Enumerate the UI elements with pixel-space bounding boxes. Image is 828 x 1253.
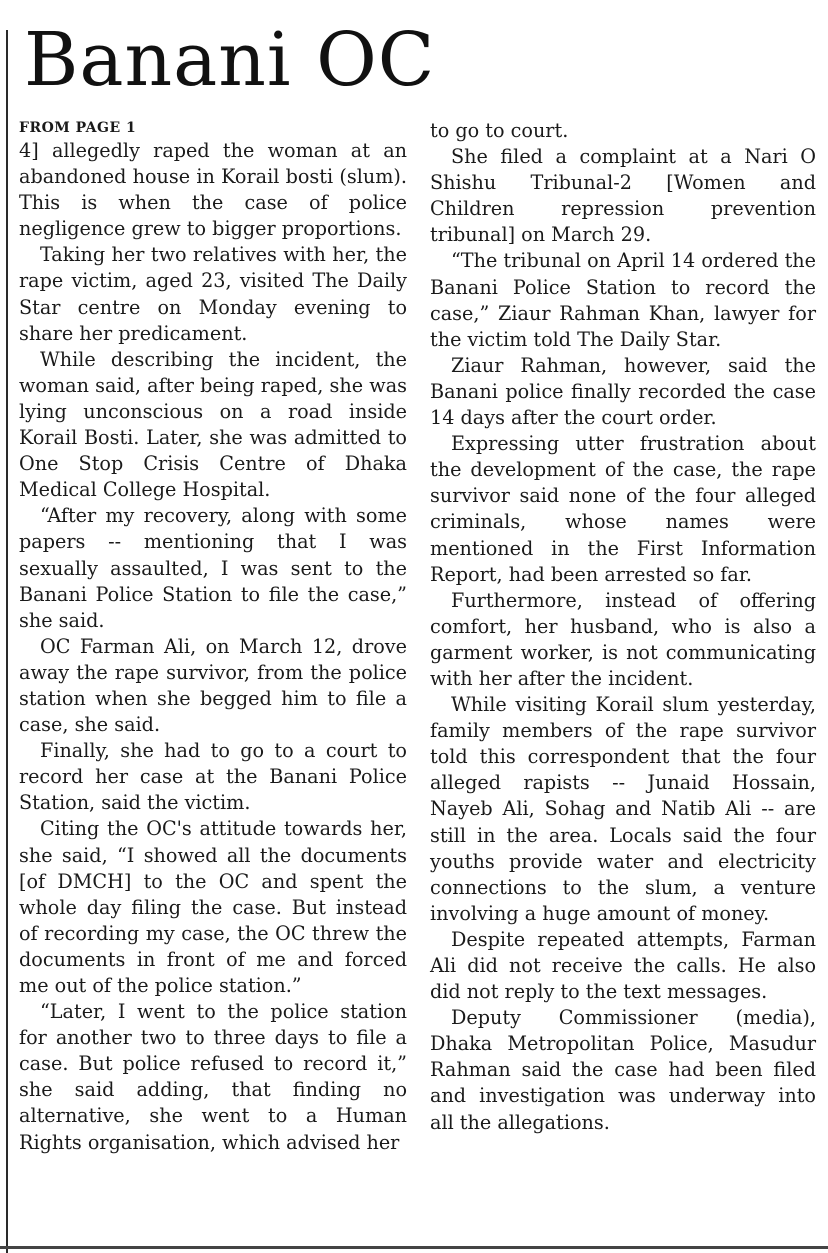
paragraph: “The tribunal on April 14 ordered the Banani Police Station to record the case,” Ziaur Rahman Khan, lawyer for the victim told The Daily Star. <box>430 249 817 351</box>
paragraph: Furthermore, instead of offering comfort, her husband, who is also a garment worker, is not communicating with her after the incident. <box>430 588 816 690</box>
paragraph: Deputy Commissioner (media), Dhaka Metropolitan Police, Masudur Rahman said the case had been filed and investigation was underway into all the allegations. <box>430 1006 816 1134</box>
article-column-left <box>19 118 407 1156</box>
paragraph: Finally, she had to go to a court to record her case at the Banani Police Station, said the victim. <box>19 739 407 815</box>
kicker-from-page: FROM PAGE 1 <box>19 120 137 136</box>
paragraph: While describing the incident, the woman said, after being raped, she was lying unconscious on a road inside Korail Bosti. Later, she was admitted to One Stop Crisis Centre of Dhaka Medical College Hospital. <box>19 347 407 502</box>
headline: Banani OC <box>24 17 436 103</box>
paragraph: to go to court. <box>430 119 569 142</box>
paragraph: While visiting Korail slum yesterday, family members of the rape survivor told this correspondent that the four alleged rapists -- Junaid Hossain, Nayeb Ali, Sohag and Natib Ali -- are still in the area. Locals said the four youths provide water and electricity connections to the slum, a venture involving a huge amount of money. <box>430 693 816 925</box>
column-rule-left <box>6 30 8 1253</box>
paragraph: “Later, I went to the police station for another two to three days to file a case. But police refused to record it,” she said adding, that finding no alternative, she went to a Human Rights organisation, which advised her <box>19 1000 407 1154</box>
paragraph: Taking her two relatives with her, the rape victim, aged 23, visited The Daily Star centre on Monday evening to share her predicament. <box>19 243 407 345</box>
paragraph: Expressing utter frustration about the development of the case, the rape survivor said none of the four alleged criminals, whose names were mentioned in the First Information Report, had been arrested so far. <box>430 432 816 586</box>
paragraph: She filed a complaint at a Nari O Shishu Tribunal-2 [Women and Children repression prevention tribunal] on March 29. <box>430 145 816 247</box>
paragraph: Despite repeated attempts, Farman Ali did not receive the calls. He also did not reply to the text messages. <box>430 927 816 1004</box>
paragraph: OC Farman Ali, on March 12, drove away the rape survivor, from the police station when she begged him to file a case, she said. <box>19 634 407 737</box>
paragraph: “After my recovery, along with some papers -- mentioning that I was sexually assaulted, I was sent to the Banani Police Station to file the case,” she said. <box>19 504 407 632</box>
paragraph: 4] allegedly raped the woman at an abandoned house in Korail bosti (slum). This is when the case of police negligence grew to bigger proportions. <box>19 139 407 241</box>
paragraph: Ziaur Rahman, however, said the Banani police finally recorded the case 14 days after the court order. <box>430 353 816 430</box>
paragraph: Citing the OC's attitude towards her, she said, “I showed all the documents [of DMCH] to the OC and spent the whole day filing the case. But instead of recording my case, the OC threw the documents in front of me and forced me out of the police station.” <box>19 817 407 997</box>
bottom-rule <box>0 1246 828 1249</box>
article-column-right <box>430 118 816 1136</box>
